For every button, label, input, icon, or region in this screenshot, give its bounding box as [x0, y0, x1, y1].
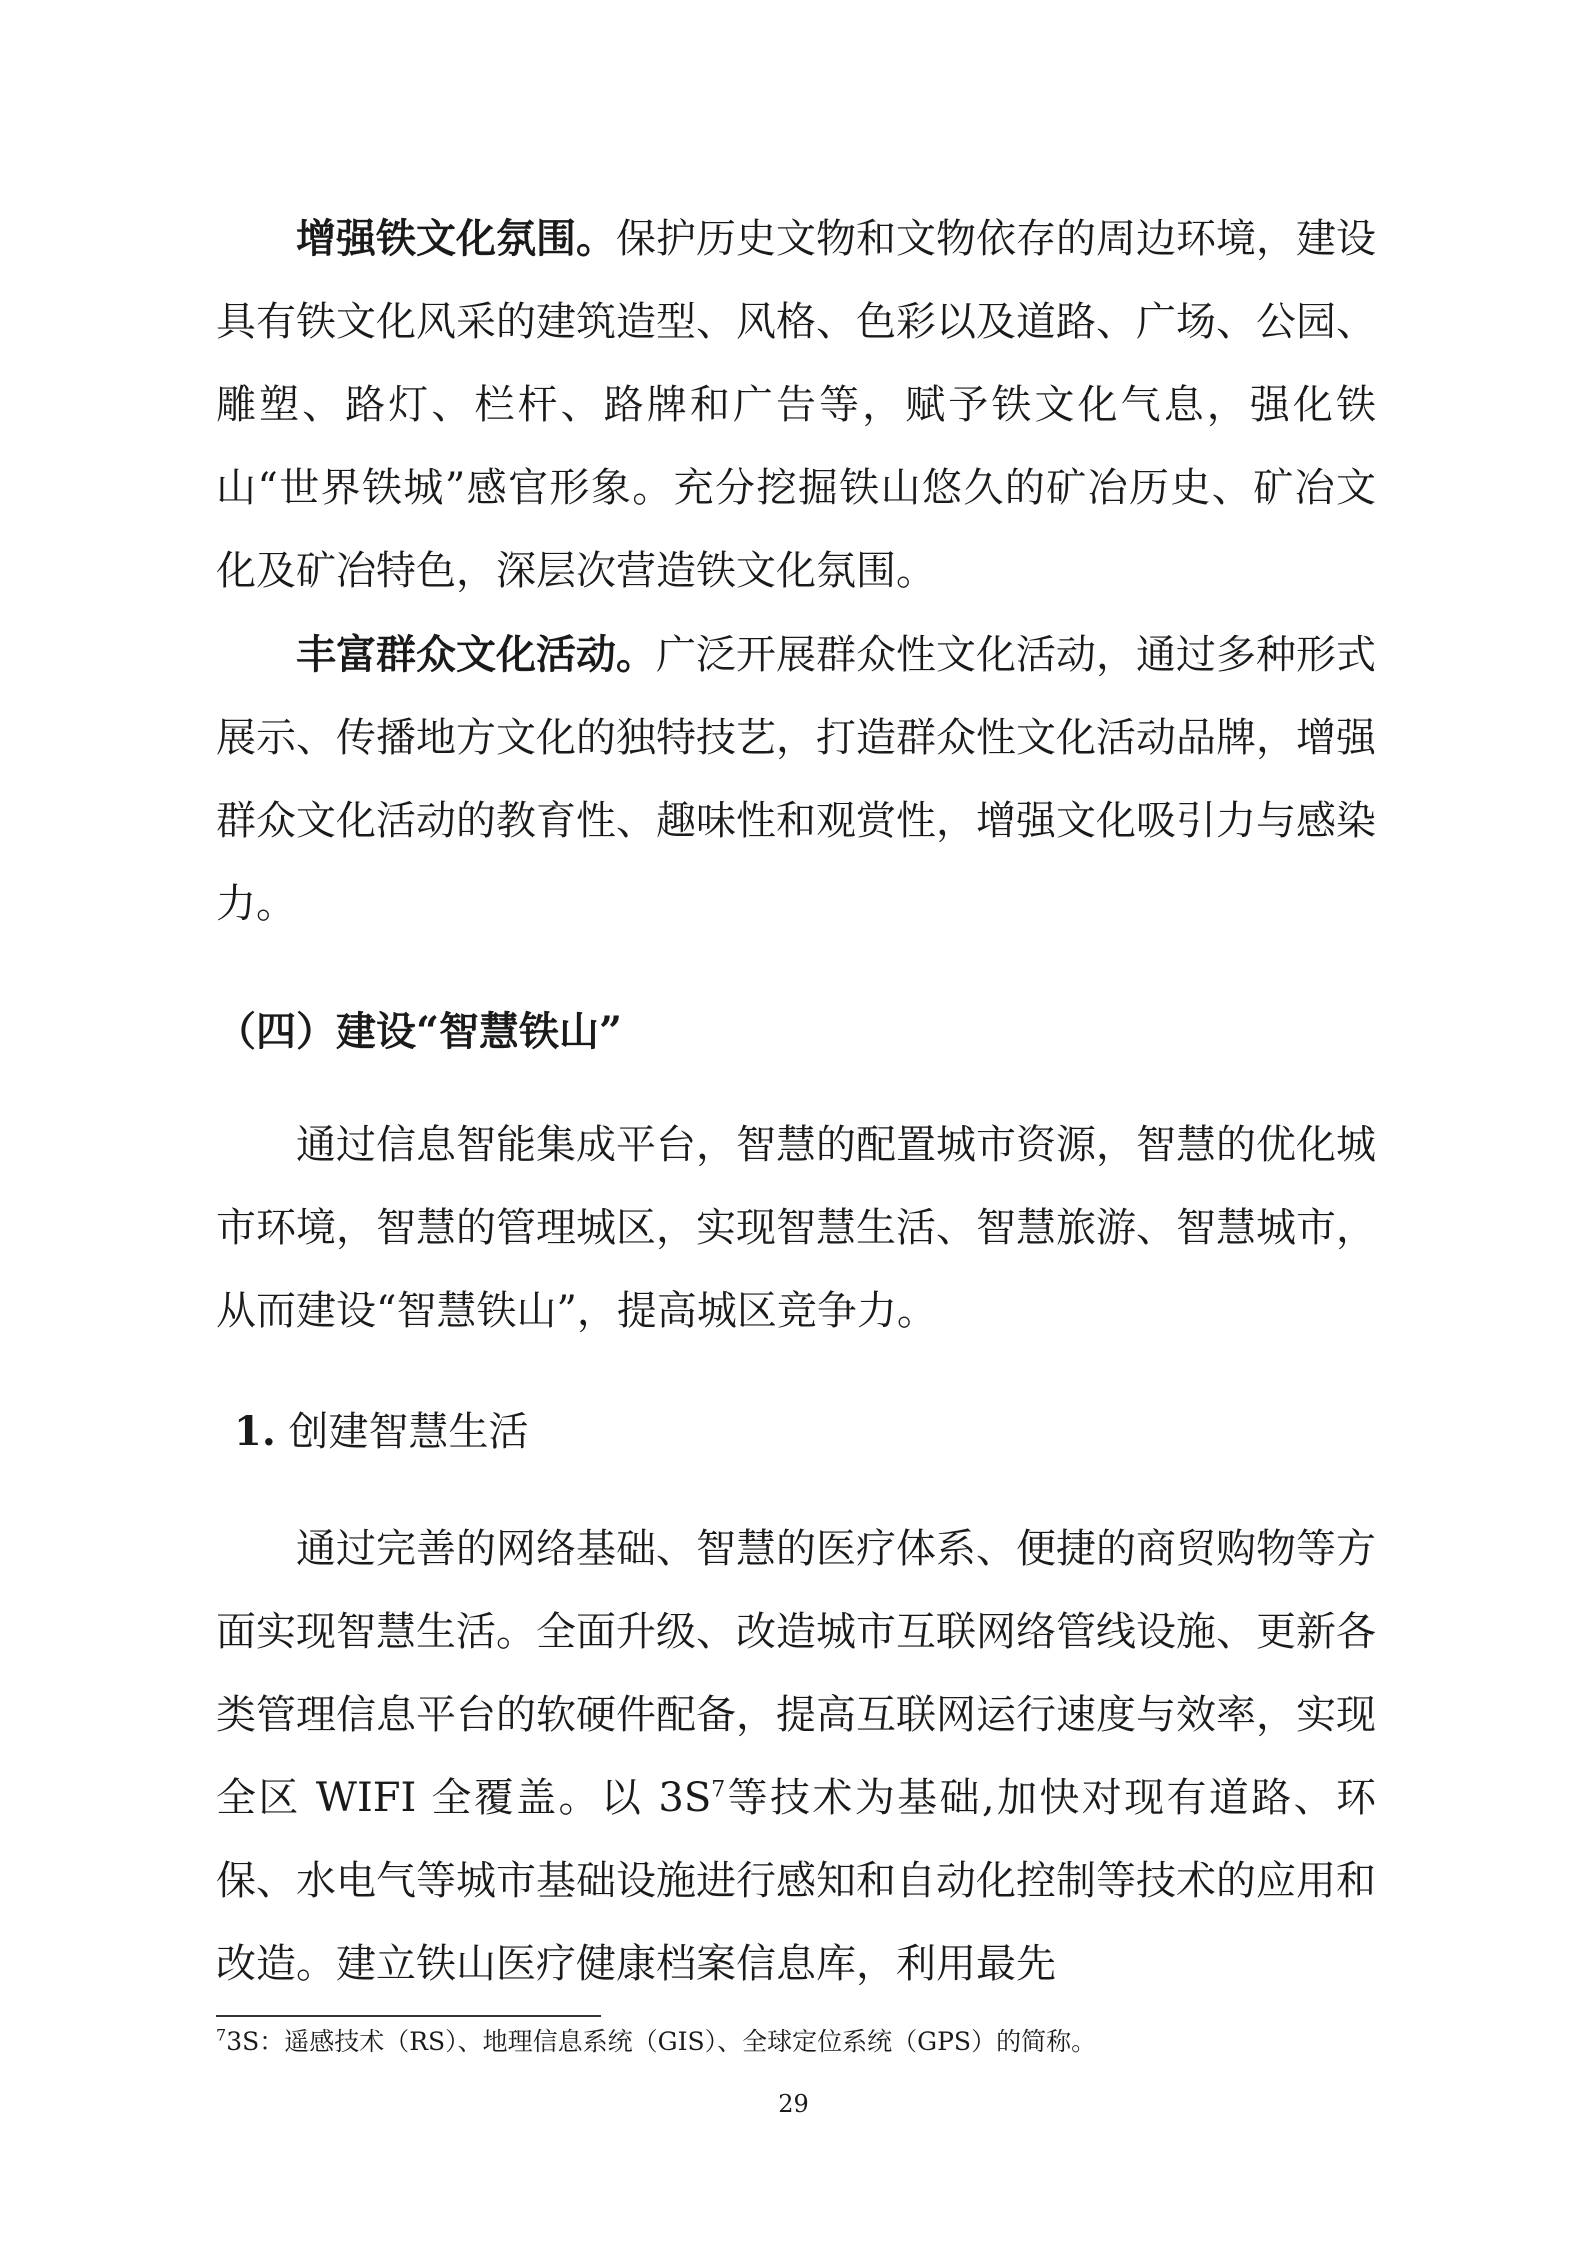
footnote-mark: 7 [216, 2025, 227, 2045]
text-smart-life-a: 通过完善的网络基础、智慧的医疗体系、便捷的商贸购物等方面实现智慧生活。全面升级、改造城市互联网络管线设施、更新各类管理信息平台的软硬件配备，提高互联网运行速度与效率，实现全区 WIFI 全覆盖。以 3S [216, 1526, 1376, 1821]
paragraph-smart-intro: 通过信息智能集成平台，智慧的配置城市资源，智慧的优化城市环境，智慧的管理城区，实现智慧生活、智慧旅游、智慧城市，从而建设“智慧铁山”，提高城区竞争力。 [216, 1122, 1376, 1334]
block-sub1 [216, 1390, 1376, 1474]
footnote [216, 2022, 1096, 2062]
footnote-divider [216, 2015, 601, 2017]
paragraph-iron-culture [216, 197, 1376, 613]
section-heading-smart-tieshan: （四）建设“智慧铁山” [216, 1008, 623, 1055]
lead-iron-culture: 增强铁文化氛围。 [296, 215, 616, 262]
paragraph-mass-culture [216, 613, 1376, 946]
text-mass-culture: 广泛开展群众性文化活动，通过多种形式展示、传播地方文化的独特技艺，打造群众性文化活动品牌，增强群众文化活动的教育性、趣味性和观赏性，增强文化吸引力与感染力。 [216, 632, 1376, 927]
paragraph-smart-life [216, 1508, 1376, 2006]
block-top [216, 197, 1376, 946]
block-sub1-body [216, 1508, 1376, 2006]
text-smart-life-b: 等技术为基础,加快对现有道路、环保、水电气等城市基础设施进行感知和自动化控制等技术的应用和改造。建立铁山医疗健康档案信息库，利用最先 [216, 1775, 1377, 1987]
lead-mass-culture: 丰富群众文化活动。 [296, 631, 656, 678]
footnote-text: 3S：遥感技术（RS）、地理信息系统（GIS）、全球定位系统（GPS）的简称。 [226, 2027, 1097, 2056]
footnote-ref-mark[interactable]: 7 [711, 1777, 726, 1803]
subheading-text: 创建智慧生活 [275, 1409, 529, 1455]
block-section4 [216, 990, 1376, 1073]
page-number: 29 [778, 2090, 809, 2118]
block-section4-intro [216, 1104, 1376, 1353]
text-iron-culture: 保护历史文物和文物依存的周边环境，建设具有铁文化风采的建筑造型、风格、色彩以及道路、广场、公园、雕塑、路灯、栏杆、路牌和广告等，赋予铁文化气息，强化铁山“世界铁城”感官形象。充分挖掘铁山悠久的矿冶历史、矿冶文化及矿冶特色，深层次营造铁文化氛围。 [216, 216, 1376, 594]
subheading-number: 1. [234, 1408, 276, 1455]
subheading-smart-life [216, 1390, 1376, 1474]
